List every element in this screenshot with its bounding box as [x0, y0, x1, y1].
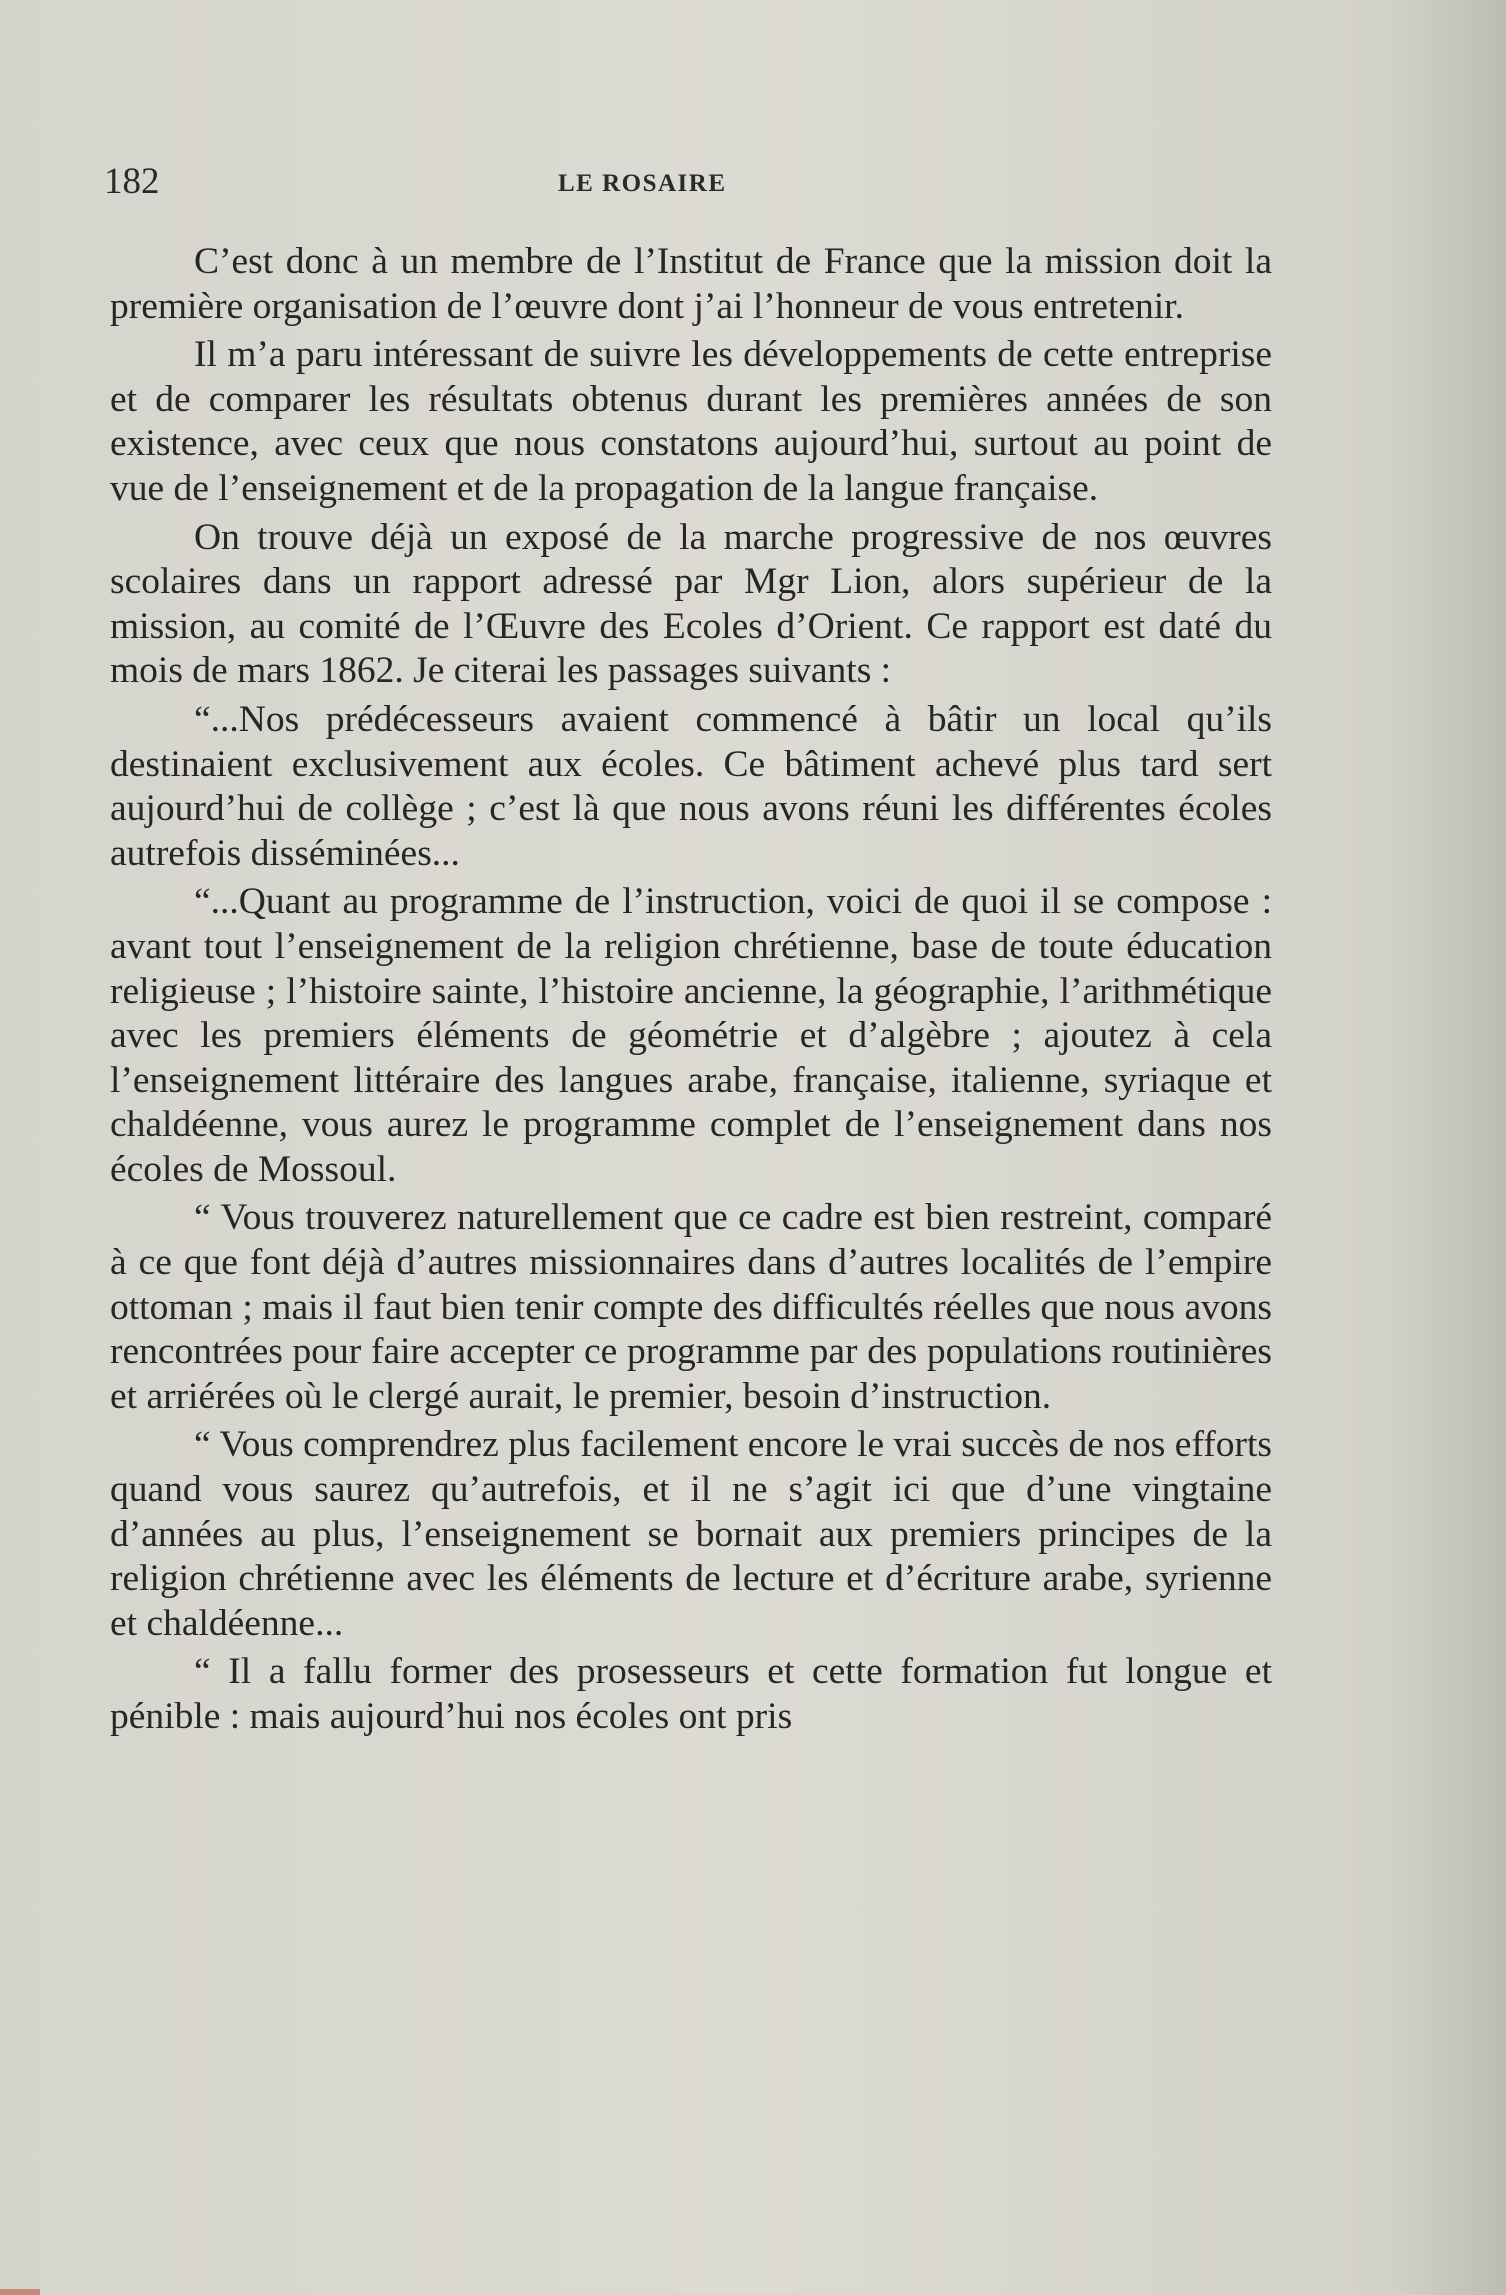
- page-number: 182: [104, 161, 160, 202]
- quoted-paragraph: “...Nos prédécesseurs avaient commencé à bâtir un local qu’ils destinaient exclusivement aux écoles. Ce bâtiment achevé plus tard sert aujourd’hui de collège ; c’est là que nous avons réuni les différentes écoles autrefois disséminées...: [110, 698, 1272, 874]
- body-text: [110, 240, 1272, 1740]
- paragraph: On trouve déjà un exposé de la marche progressive de nos œuvres scolaires dans un rapport adressé par Mgr Lion, alors supérieur de la mission, au comité de l’Œuvre des Ecoles d’Orient. Ce rapport est daté du mois de mars 1862. Je citerai les passages suivants :: [110, 516, 1272, 692]
- page-header: [100, 158, 1280, 208]
- paragraph: C’est donc à un membre de l’Institut de France que la mission doit la première organisation de l’œuvre dont j’ai l’honneur de vous entretenir.: [110, 241, 1272, 327]
- running-title: LE ROSAIRE: [558, 170, 727, 197]
- quoted-paragraph: “...Quant au programme de l’instruction, voici de quoi il se compose : avant tout l’enseignement de la religion chrétienne, base de toute éducation religieuse ; l’histoire sainte, l’histoire ancienne, la géographie, l’arithmétique avec les premiers éléments de géométrie et d’algèbre ; ajoutez à cela l’enseignement littéraire des langues arabe, française, italienne, syriaque et chaldéenne, vous aurez le programme complet de l’enseignement dans nos écoles de Mossoul.: [110, 881, 1272, 1190]
- quoted-paragraph: “ Vous trouverez naturellement que ce cadre est bien restreint, comparé à ce que font déjà d’autres missionnaires dans d’autres localités de l’empire ottoman ; mais il faut bien tenir compte des difficultés réelles que nous avons rencontrées pour faire accepter ce programme par des populations routinières et arriérées où le clergé aurait, le premier, besoin d’instruction.: [110, 1197, 1272, 1417]
- quoted-paragraph: “ Il a fallu former des prosesseurs et cette formation fut longue et pénible : mais aujourd’hui nos écoles ont pris: [110, 1651, 1272, 1737]
- paragraph: Il m’a paru intéressant de suivre les développements de cette entreprise et de comparer les résultats obtenus durant les premières années de son existence, avec ceux que nous constatons aujourd’hui, surtout au point de vue de l’enseignement et de la propagation de la langue française.: [110, 334, 1272, 509]
- page-edge-stain: [0, 2289, 40, 2295]
- quoted-paragraph: “ Vous comprendrez plus facilement encore le vrai succès de nos efforts quand vous saurez qu’autrefois, et il ne s’agit ici que d’une vingtaine d’années au plus, l’enseignement se bornait aux premiers principes de la religion chrétienne avec les éléments de lecture et d’écriture arabe, syrienne et chaldéenne...: [110, 1424, 1272, 1644]
